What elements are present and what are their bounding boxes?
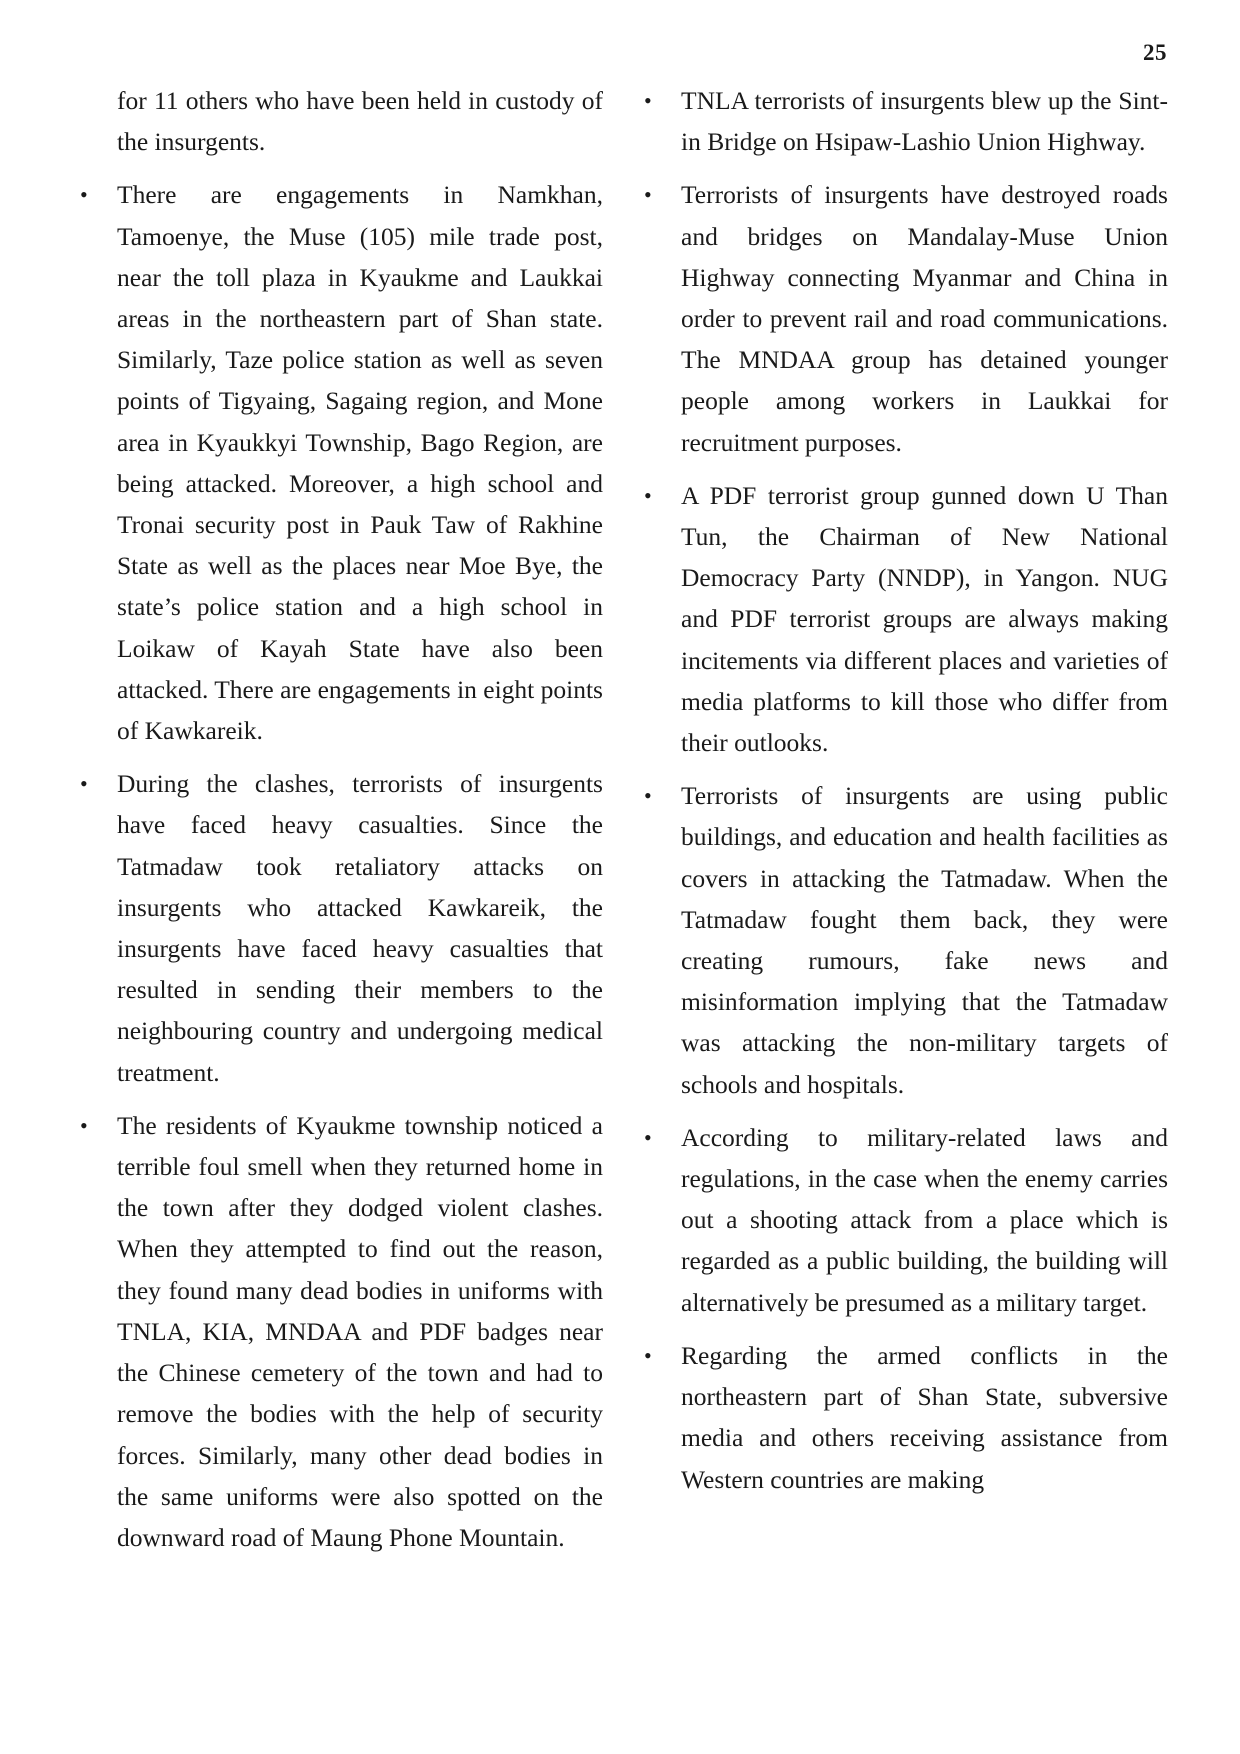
bullet-text: Terrorists of insurgents are using public buildings, and education and health facilities as covers in attacking the Tatmadaw. When the Tatmadaw fought them back, they were creating rumours, fake news and misinformation implying that the Tatmadaw was attacking the non-military targets of schools and hospitals. <box>681 781 1168 1099</box>
continued-paragraph: for 11 others who have been held in custody of the insurgents. <box>117 86 603 157</box>
bullet-icon: • <box>644 1124 652 1150</box>
bullet-item <box>644 775 1168 1105</box>
bullet-icon: • <box>80 771 88 797</box>
right-column <box>644 80 1168 1512</box>
bullet-icon: • <box>644 783 652 809</box>
bullet-text: A PDF terrorist group gunned down U Than Tun, the Chairman of New National Democracy Party (NNDP), in Yangon. NUG and PDF terrorist groups are always making incitements via different places and varieties of media platforms to kill those who differ from their outlooks. <box>681 480 1168 758</box>
bullet-icon: • <box>644 482 652 508</box>
bullet-item <box>644 80 1168 162</box>
bullet-item <box>644 174 1168 462</box>
bullet-item <box>80 763 603 1093</box>
bullet-text: Terrorists of insurgents have destroyed roads and bridges on Mandalay-Muse Union Highway connecting Myanmar and China in order to prevent rail and road communications. The MNDAA group has detained younger people among workers in Laukkai for recruitment purposes. <box>681 180 1168 457</box>
bullet-icon: • <box>644 88 652 113</box>
bullet-item <box>644 1335 1168 1500</box>
page-number: 25 <box>1143 40 1167 65</box>
bullet-text: According to military-related laws and regulations, in the case when the enemy carries out a shooting attack from a place which is regarded as a public building, the building will alternatively be presumed as a military target. <box>681 1122 1168 1317</box>
bullet-text: There are engagements in Namkhan, Tamoenye, the Muse (105) mile trade post, near the toll plaza in Kyaukme and Laukkai areas in the northeastern part of Shan state. Similarly, Taze police station as well as seven points of Tigyaing, Sagaing region, and Mone area in Kyaukkyi Township, Bago Region, are being attacked. Moreover, a high school and Tronai security post in Pauk Taw of Rakhine State as well as the places near Moe Bye, the state’s police station and a high school in Loikaw of Kayah State have also been attacked. There are engagements in eight points of Kawkareik. <box>117 180 603 746</box>
bullet-text: Regarding the armed conflicts in the northeastern part of Shan State, subversive media and others receiving assistance from Western countries are making <box>681 1340 1168 1494</box>
bullet-icon: • <box>644 1342 652 1368</box>
bullet-text: TNLA terrorists of insurgents blew up the Sint-in Bridge on Hsipaw-Lashio Union Highway. <box>681 86 1168 157</box>
bullet-text: During the clashes, terrorists of insurgents have faced heavy casualties. Since the Tatmadaw took retaliatory attacks on insurgents who attacked Kawkareik, the insurgents have faced heavy casualties that resulted in sending their members to the neighbouring country and undergoing medical treatment. <box>117 769 603 1087</box>
bullet-item <box>80 174 603 751</box>
left-column <box>80 80 603 1570</box>
bullet-icon: • <box>80 182 88 208</box>
bullet-item <box>644 475 1168 763</box>
bullet-text: The residents of Kyaukme township noticed a terrible foul smell when they returned home in the town after they dodged violent clashes. When they attempted to find out the reason, they found many dead bodies in uniforms with TNLA, KIA, MNDAA and PDF badges near the Chinese cemetery of the town and had to remove the bodies with the help of security forces. Similarly, many other dead bodies in the same uniforms were also spotted on the downward road of Maung Phone Mountain. <box>117 1110 603 1552</box>
bullet-item <box>644 1117 1168 1323</box>
bullet-item <box>80 1105 603 1558</box>
bullet-icon: • <box>80 1112 88 1138</box>
bullet-icon: • <box>644 182 652 208</box>
